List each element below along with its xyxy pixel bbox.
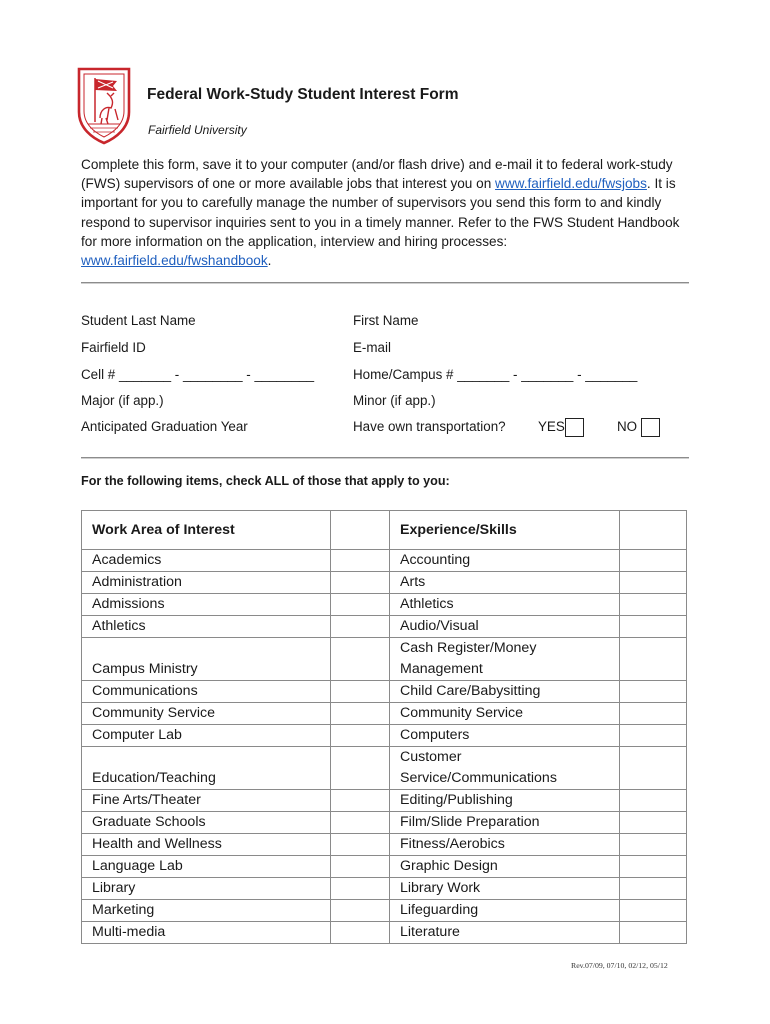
work-area-checkbox[interactable] — [331, 878, 390, 900]
work-area-header-checkbox-cell — [331, 511, 390, 550]
intro-text-1: Complete this form, save it to your computer (and/or flash drive) and e-mail it to federal work-study (FWS) supervisors of one or more available jobs that interest you on — [81, 157, 673, 192]
cell-number-label: Cell # _______ - ________ - ________ — [81, 367, 315, 382]
home-campus-number-label: Home/Campus # _______ - _______ - _______ — [353, 367, 638, 382]
table-row — [82, 550, 687, 572]
experience-skill-checkbox[interactable] — [620, 856, 687, 878]
revision-dates: Rev.07/09, 07/10, 02/12, 05/12 — [571, 961, 668, 970]
table-row — [82, 812, 687, 834]
transportation-yes-checkbox[interactable] — [565, 418, 584, 437]
work-area-header: Work Area of Interest — [82, 511, 331, 550]
work-area-cell: Fine Arts/Theater — [82, 790, 331, 812]
experience-skill-cell: Fitness/Aerobics — [390, 834, 620, 856]
experience-skill-checkbox[interactable] — [620, 922, 687, 944]
experience-skill-checkbox[interactable] — [620, 834, 687, 856]
experience-skill-cell: Audio/Visual — [390, 616, 620, 638]
experience-skill-checkbox[interactable] — [620, 572, 687, 594]
work-area-cell: Academics — [82, 550, 331, 572]
experience-skill-checkbox[interactable] — [620, 681, 687, 703]
table-row — [82, 856, 687, 878]
table-row — [82, 834, 687, 856]
experience-skill-checkbox[interactable] — [620, 616, 687, 638]
university-name: Fairfield University — [148, 123, 247, 137]
work-area-cell: Athletics — [82, 616, 331, 638]
table-header-row — [82, 511, 687, 550]
divider-top — [81, 282, 689, 284]
work-area-cell: Language Lab — [82, 856, 331, 878]
work-area-checkbox[interactable] — [331, 812, 390, 834]
table-row — [82, 616, 687, 638]
table-row — [82, 790, 687, 812]
experience-skill-cell: Child Care/Babysitting — [390, 681, 620, 703]
table-row — [82, 747, 687, 790]
experience-skill-checkbox[interactable] — [620, 725, 687, 747]
work-area-cell: Administration — [82, 572, 331, 594]
first-name-label: First Name — [353, 313, 419, 328]
fairfield-id-label: Fairfield ID — [81, 340, 146, 355]
major-label: Major (if app.) — [81, 393, 164, 408]
table-row — [82, 703, 687, 725]
work-area-checkbox[interactable] — [331, 550, 390, 572]
work-area-cell: Campus Ministry — [82, 638, 331, 681]
work-area-checkbox[interactable] — [331, 681, 390, 703]
work-area-cell: Education/Teaching — [82, 747, 331, 790]
transportation-label: Have own transportation? — [353, 419, 506, 434]
email-label: E-mail — [353, 340, 391, 355]
experience-skill-cell: Computers — [390, 725, 620, 747]
fwsjobs-link[interactable]: www.fairfield.edu/fwsjobs — [495, 176, 647, 192]
minor-label: Minor (if app.) — [353, 393, 436, 408]
experience-skill-checkbox[interactable] — [620, 900, 687, 922]
experience-skill-cell: Graphic Design — [390, 856, 620, 878]
work-area-checkbox[interactable] — [331, 790, 390, 812]
experience-skill-checkbox[interactable] — [620, 703, 687, 725]
fairfield-university-logo — [76, 66, 132, 146]
experience-skill-cell: Literature — [390, 922, 620, 944]
no-label: NO — [617, 419, 638, 434]
work-area-checkbox[interactable] — [331, 638, 390, 681]
work-area-cell: Marketing — [82, 900, 331, 922]
table-row — [82, 638, 687, 681]
experience-skill-cell: Community Service — [390, 703, 620, 725]
experience-skill-checkbox[interactable] — [620, 747, 687, 790]
intro-text-2: . It is important for you to carefully manage the number of supervisors you send this form to and kindly respond to supervisor inquiries sent to you in a timely manner. Refer to the FWS Student Handbook for more information on the application, interview and hiring processes: — [81, 176, 680, 249]
work-area-checkbox[interactable] — [331, 856, 390, 878]
experience-skill-cell: Customer Service/Communications — [390, 747, 620, 790]
work-area-checkbox[interactable] — [331, 834, 390, 856]
experience-skill-checkbox[interactable] — [620, 550, 687, 572]
experience-skill-cell: Accounting — [390, 550, 620, 572]
table-row — [82, 572, 687, 594]
intro-text-3: . — [267, 253, 272, 269]
table-row — [82, 900, 687, 922]
experience-skills-header-checkbox-cell — [620, 511, 687, 550]
work-area-cell: Graduate Schools — [82, 812, 331, 834]
work-area-cell: Communications — [82, 681, 331, 703]
table-row — [82, 594, 687, 616]
experience-skill-cell: Cash Register/Money Management — [390, 638, 620, 681]
table-row — [82, 681, 687, 703]
work-area-cell: Community Service — [82, 703, 331, 725]
instruction-text: For the following items, check ALL of those that apply to you: — [81, 474, 450, 488]
work-area-cell: Multi-media — [82, 922, 331, 944]
form-title: Federal Work-Study Student Interest Form — [147, 86, 459, 103]
experience-skill-cell: Arts — [390, 572, 620, 594]
transportation-no-checkbox[interactable] — [641, 418, 660, 437]
experience-skill-checkbox[interactable] — [620, 790, 687, 812]
experience-skill-checkbox[interactable] — [620, 638, 687, 681]
work-area-checkbox[interactable] — [331, 594, 390, 616]
work-area-checkbox[interactable] — [331, 900, 390, 922]
table-row — [82, 725, 687, 747]
experience-skill-cell: Athletics — [390, 594, 620, 616]
experience-skill-cell: Lifeguarding — [390, 900, 620, 922]
student-last-name-label: Student Last Name — [81, 313, 196, 328]
work-area-checkbox[interactable] — [331, 703, 390, 725]
table-row — [82, 878, 687, 900]
experience-skill-checkbox[interactable] — [620, 812, 687, 834]
work-area-cell: Library — [82, 878, 331, 900]
work-area-cell: Computer Lab — [82, 725, 331, 747]
experience-skill-cell: Film/Slide Preparation — [390, 812, 620, 834]
table-row — [82, 922, 687, 944]
work-area-cell: Admissions — [82, 594, 331, 616]
fwshandbook-link[interactable]: www.fairfield.edu/fwshandbook — [81, 253, 268, 269]
yes-label: YES — [538, 419, 565, 434]
work-area-checkbox[interactable] — [331, 922, 390, 944]
divider-bottom — [81, 457, 689, 459]
work-area-checkbox[interactable] — [331, 725, 390, 747]
experience-skill-cell: Editing/Publishing — [390, 790, 620, 812]
experience-skill-checkbox[interactable] — [620, 878, 687, 900]
experience-skill-checkbox[interactable] — [620, 594, 687, 616]
interest-skills-table — [81, 510, 687, 944]
work-area-checkbox[interactable] — [331, 572, 390, 594]
experience-skills-header: Experience/Skills — [390, 511, 620, 550]
work-area-cell: Health and Wellness — [82, 834, 331, 856]
experience-skill-cell: Library Work — [390, 878, 620, 900]
intro-paragraph — [81, 155, 689, 270]
work-area-checkbox[interactable] — [331, 747, 390, 790]
graduation-year-label: Anticipated Graduation Year — [81, 419, 248, 434]
work-area-checkbox[interactable] — [331, 616, 390, 638]
